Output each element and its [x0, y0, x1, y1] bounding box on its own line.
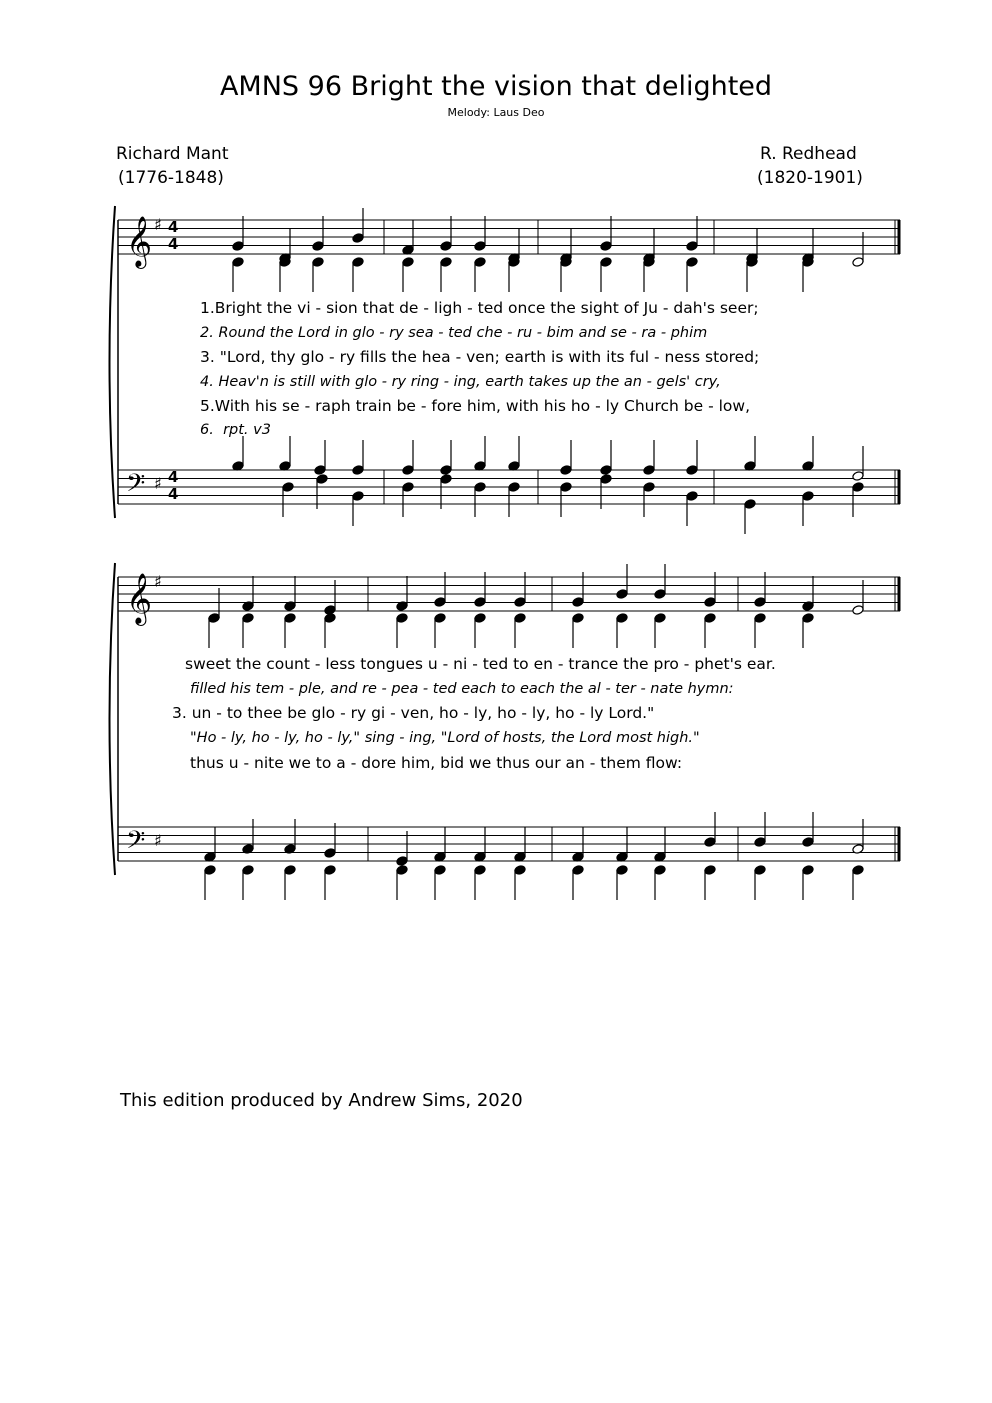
- treble-clef: 𝄞: [126, 216, 153, 267]
- note-head: [324, 848, 336, 859]
- note-head: [802, 865, 814, 876]
- note-head: [686, 257, 698, 268]
- note-head: [474, 257, 486, 268]
- note-head: [208, 613, 220, 624]
- note-head: [600, 465, 612, 476]
- note-head: [654, 613, 666, 624]
- note-head: [352, 257, 364, 268]
- note-head: [242, 613, 254, 624]
- note-head: [514, 613, 526, 624]
- note-head: [754, 837, 766, 848]
- note-head: [686, 465, 698, 476]
- note-head: [474, 482, 486, 493]
- note-head: [754, 597, 766, 608]
- verse-line: 3. "Lord, thy glo - ry fills the hea - ven; earth is with its ful - ness stored;: [200, 348, 760, 366]
- note-head: [852, 482, 864, 493]
- note-head: [396, 856, 408, 867]
- note-head: [600, 257, 612, 268]
- note-head: [654, 865, 666, 876]
- note-head: [232, 257, 244, 268]
- note-head: [754, 865, 766, 876]
- time-signature: 4: [168, 235, 179, 253]
- time-signature: 4: [168, 468, 179, 486]
- note-head: [643, 465, 655, 476]
- bass-clef: 𝄢: [126, 469, 146, 504]
- verse-line: sweet the count - less tongues u - ni - ted to en - trance the pro - phet's ear.: [185, 655, 776, 673]
- note-head: [560, 482, 572, 493]
- note-head: [572, 613, 584, 624]
- note-head: [686, 241, 698, 252]
- key-sharp: ♯: [154, 215, 162, 234]
- verse-line: "Ho - ly, ho - ly, ho - ly," sing - ing, "Lord of hosts, the Lord most high.": [190, 730, 700, 746]
- note-head: [232, 241, 244, 252]
- note-head: [852, 257, 864, 268]
- note-head: [560, 465, 572, 476]
- author-name: Richard Mant: [116, 144, 229, 164]
- note-head: [434, 865, 446, 876]
- verse-line: 4. Heav'n is still with glo - ry ring - ing, earth takes up the an - gels' cry,: [200, 374, 721, 390]
- note-head: [314, 465, 326, 476]
- verse-line: thus u - nite we to a - dore him, bid we thus our an - them flow:: [190, 754, 683, 772]
- system-brace: [110, 206, 116, 518]
- verse-line: filled his tem - ple, and re - pea - ted each to each the al - ter - nate hymn:: [190, 681, 734, 697]
- note-head: [352, 465, 364, 476]
- note-head: [643, 482, 655, 493]
- note-head: [852, 865, 864, 876]
- note-head: [600, 474, 612, 485]
- note-head: [802, 837, 814, 848]
- note-head: [316, 474, 328, 485]
- note-head: [474, 597, 486, 608]
- key-sharp: ♯: [154, 572, 162, 591]
- note-head: [324, 613, 336, 624]
- note-head: [440, 241, 452, 252]
- note-head: [572, 865, 584, 876]
- note-head: [324, 865, 336, 876]
- note-head: [600, 241, 612, 252]
- note-head: [514, 597, 526, 608]
- note-head: [396, 613, 408, 624]
- note-head: [402, 465, 414, 476]
- bass-clef: 𝄢: [126, 826, 146, 861]
- note-head: [474, 613, 486, 624]
- system-brace: [110, 563, 116, 875]
- note-head: [754, 613, 766, 624]
- note-head: [704, 613, 716, 624]
- note-head: [802, 491, 814, 502]
- note-head: [402, 482, 414, 493]
- note-head: [440, 474, 452, 485]
- note-head: [440, 257, 452, 268]
- note-head: [744, 499, 756, 510]
- melody-subtitle: Melody: Laus Deo: [447, 106, 545, 119]
- note-head: [704, 865, 716, 876]
- note-head: [396, 865, 408, 876]
- note-head: [284, 865, 296, 876]
- note-head: [474, 241, 486, 252]
- note-head: [514, 865, 526, 876]
- note-head: [704, 597, 716, 608]
- verse-line: 1.Bright the vi - sion that de - ligh - ted once the sight of Ju - dah's seer;: [200, 299, 759, 317]
- time-signature: 4: [168, 485, 179, 503]
- note-head: [616, 865, 628, 876]
- time-signature: 4: [168, 218, 179, 236]
- note-head: [440, 465, 452, 476]
- note-head: [204, 865, 216, 876]
- note-head: [352, 491, 364, 502]
- note-head: [686, 491, 698, 502]
- hymn-title: AMNS 96 Bright the vision that delighted: [219, 71, 773, 102]
- composer-dates: (1820-1901): [757, 168, 863, 188]
- note-head: [312, 257, 324, 268]
- note-head: [284, 613, 296, 624]
- note-head: [852, 605, 864, 616]
- composer-name: R. Redhead: [760, 144, 857, 164]
- note-head: [704, 837, 716, 848]
- verse-line: 6. rpt. v3: [200, 422, 271, 438]
- note-head: [572, 597, 584, 608]
- note-head: [242, 865, 254, 876]
- note-head: [282, 482, 294, 493]
- note-head: [616, 613, 628, 624]
- note-head: [616, 589, 628, 600]
- note-head: [352, 233, 364, 244]
- verse-line: 2. Round the Lord in glo - ry sea - ted che - ru - bim and se - ra - phim: [200, 325, 708, 341]
- note-head: [434, 613, 446, 624]
- verse-line: 3. un - to thee be glo - ry gi - ven, ho - ly, ho - ly, ho - ly Lord.": [172, 704, 655, 722]
- key-sharp: ♯: [154, 474, 162, 493]
- note-head: [402, 257, 414, 268]
- note-head: [434, 597, 446, 608]
- note-head: [312, 241, 324, 252]
- note-head: [802, 613, 814, 624]
- note-head: [508, 482, 520, 493]
- treble-clef: 𝄞: [126, 573, 153, 624]
- edition-footer: This edition produced by Andrew Sims, 2020: [120, 1090, 523, 1111]
- verse-line: 5.With his se - raph train be - fore him, with his ho - ly Church be - low,: [200, 397, 751, 415]
- note-head: [474, 865, 486, 876]
- key-sharp: ♯: [154, 831, 162, 850]
- note-head: [852, 471, 864, 482]
- author-dates: (1776-1848): [118, 168, 224, 188]
- note-head: [654, 589, 666, 600]
